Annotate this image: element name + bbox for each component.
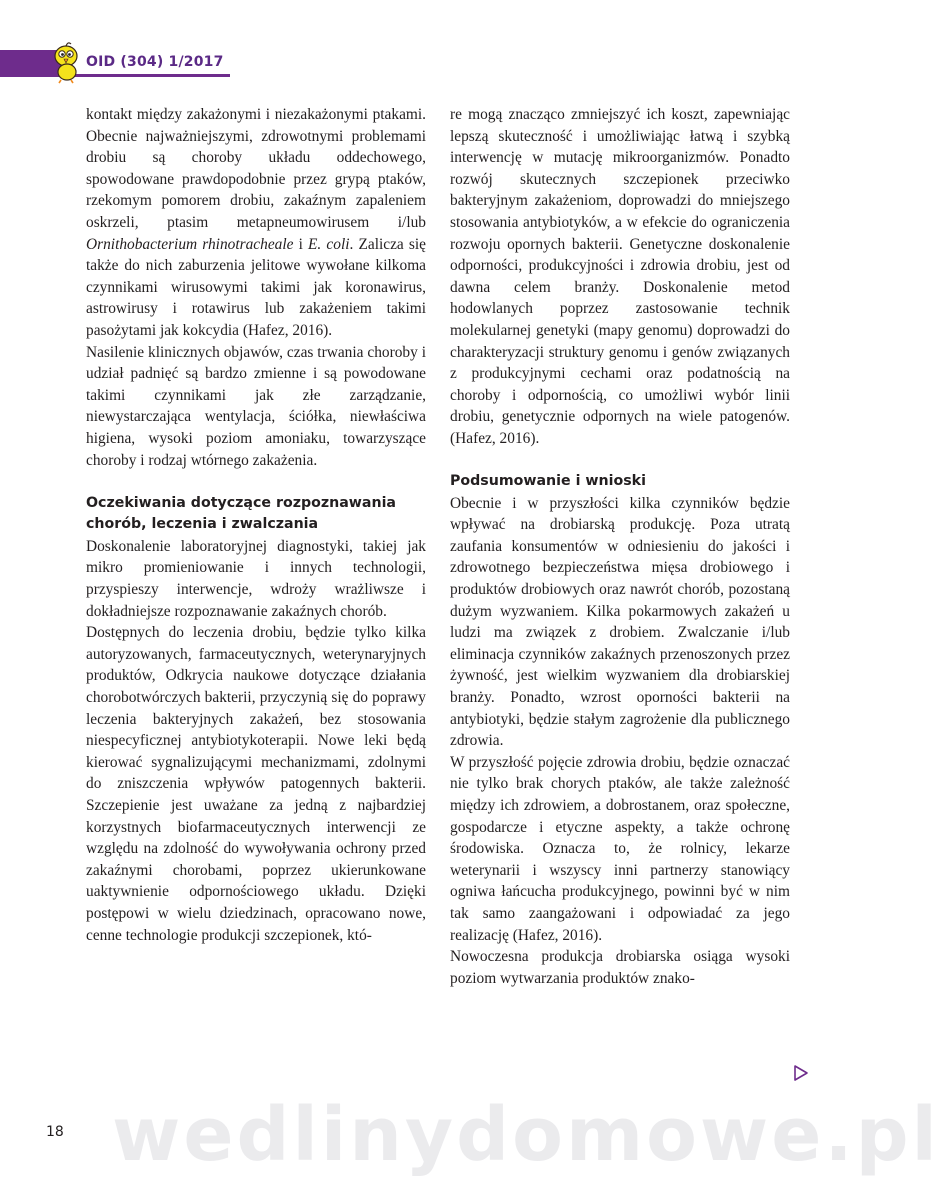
paragraph: Nasilenie klinicznych objawów, czas trwania choroby i udział padnięć są bardzo zmienne i są powodowane takimi czynnikami jak złe zarządzanie, niewystarczająca wentylacja, ściółka, niewłaściwa higiena, wysoki poziom amoniaku, towarzyszące choroby i rodzaj wtórnego zakażenia. [86, 343, 426, 469]
section-heading: Podsumowanie i wnioski [450, 473, 646, 490]
paragraph: Obecnie i w przyszłości kilka czynników będzie wpływać na drobiarską produkcję. Poza utratą zaufania konsumentów w odniesieniu do jakości i zdrowotnego bezpieczeństwa mięsa drobiowego i produktów drobiowych oraz nawrót chorób, pozostaną dużym wyzwaniem. Kilka pokarmowych zakażeń u ludzi ma związek z drobiem. Zwalczanie i/lub eliminacja czynników zakaźnych przenoszonych przez żywność, jest wielkim wyzwaniem dla drobiarskiej branży. Ponadto, wzrost oporności bakterii na antybiotyki, będzie stałym zagrożenie dla publicznego zdrowia. [450, 494, 790, 750]
section-heading: Oczekiwania dotyczące rozpoznawania chorób, leczenia i zwalczania [86, 494, 397, 533]
header-accent-line [0, 74, 230, 77]
paragraph: W przyszłość pojęcie zdrowia drobiu, będzie oznaczać nie tylko brak chorych ptaków, ale także zależność między ich zdrowiem, a dobrostanem, oraz społeczne, gospodarcze i etyczne aspekty, a także ochronę środowiska. Oznacza to, że rolnicy, lekarze weterynarii i wszyscy inni partnerzy stanowiący ogniwa łańcucha produkcyjnego, powinni być w nim tak samo zaangażowani i odpowiadać za jego realizację (Hafez, 2016). [450, 753, 790, 944]
left-column [86, 104, 426, 946]
paragraph: Nowoczesna produkcja drobiarska osiąga wysoki poziom wytwarzania produktów znako- [450, 948, 790, 987]
chick-mascot-icon [46, 40, 86, 84]
continue-arrow-icon [793, 1064, 809, 1082]
paragraph: Doskonalenie laboratoryjnej diagnostyki, takiej jak mikro promieniowanie i innych technologii, przyspieszy interwencje, wdroży wrażliwsze i dokładniejsze rozpoznawanie zakaźnych chorób. [86, 537, 426, 620]
paragraph: Dostępnych do leczenia drobiu, będzie tylko kilka autoryzowanych, farmaceutycznych, weterynaryjnych produktów, Odkrycia naukowe dotyczące działania chorobotwórczych bakterii, przyczynią się do poprawy leczenia bakteryjnych zakażeń, bez stosowania niespecyficznej antybiotykoterapii. Nowe leki będą kierować sygnalizującymi mechanizmami, zdolnymi do zniszczenia wpływów patogennych bakterii. Szczepienie jest uważane za jedną z najbardziej korzystnych biofarmaceutycznych interwencji ze względu na zdolność do wywoływania ochrony przed zakaźnymi chorobami, poprzez ukierunkowane uaktywnienie odpornościowego układu. Dzięki postępowi w wielu dziedzinach, opracowano nowe, cenne technologie produkcji szczepionek, któ- [86, 624, 426, 944]
paragraph: kontakt między zakażonymi i niezakażonymi ptakami. Obecnie najważniejszymi, zdrowotnymi problemami drobiu są choroby układu oddechowego, spowodowane prawdopodobnie przez grypą ptaków, rzekomym pomorem drobiu, zakaźnym zapaleniem oskrzeli, ptasim metapneumowirusem i/lub Ornithobacterium rhinotracheale i E. coli. Zalicza się także do nich zaburzenia jelitowe wywołane kilkoma czynnikami wirusowymi takimi jak koronawirus, astrowirusy i rotawirus lub zakażeniem takimi pasożytami jak kokcydia (Hafez, 2016). [86, 106, 426, 339]
page-number: 18 [46, 1124, 64, 1140]
watermark: wedlinydomowe.pl [112, 1092, 940, 1178]
paragraph: re mogą znacząco zmniejszyć ich koszt, zapewniając lepszą skuteczność i umożliwiając łatwą i szybką interwencję w mutację mikroorganizmów. Ponadto rozwój skutecznych szczepionek przeciwko bakteryjnym zakażeniom, doprowadzi do mniejszego stosowania antybiotyków, a w efekcie do ograniczenia rozwoju opornych bakterii. Genetyczne doskonalenie odporności, produkcyjności i zdrowia drobiu, jest od dawna celem branży. Doskonalenie metod hodowlanych poprzez zastosowanie technik molekularnej genetyki (mapy genomu) doprowadzi do charakteryzacji struktury genomu i genów związanych z produkcyjnymi cechami oraz podatnością na choroby i odpornością, co umożliwi wybór linii drobiu, genetycznie odpornych na wiele patogenów. (Hafez, 2016). [450, 106, 790, 447]
issue-label: OID (304) 1/2017 [86, 54, 224, 70]
right-column [450, 104, 790, 989]
